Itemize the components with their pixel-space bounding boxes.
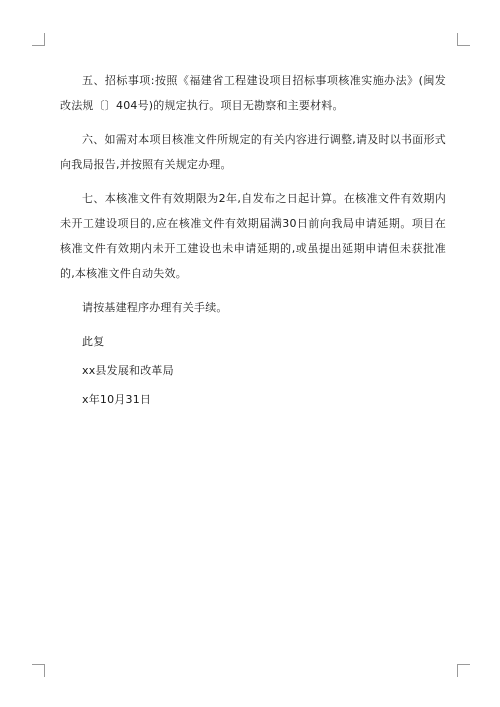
crop-mark-bottom-left bbox=[32, 664, 45, 677]
paragraph-adjustments: 六、如需对本项目核准文件所规定的有关内容进行调整,请及时以书面形式向我局报告,并按照有关规定办理。 bbox=[60, 133, 446, 171]
closing-text: 此复 bbox=[82, 335, 105, 348]
paragraph-bidding-matters: 五、招标事项:按照《福建省工程建设项目招标事项核准实施办法》(闽发改法规〔〕404号)的规定执行。项目无勘察和主要材料。 bbox=[60, 74, 446, 112]
issue-date: x年10月31日 bbox=[82, 393, 152, 406]
crop-mark-top-right bbox=[457, 33, 470, 46]
paragraph-validity-period: 七、本核准文件有效期限为2年,自发布之日起计算。在核准文件有效期内未开工建设项目的,应在核准文件有效期届满30日前向我局申请延期。项目在核准文件有效期内未开工建设也未申请延期的,或虽提出延期申请但未获批准的,本核准文件自动失效。 bbox=[60, 192, 446, 280]
crop-mark-bottom-right bbox=[457, 664, 470, 677]
paragraph-procedure: 请按基建程序办理有关手续。 bbox=[82, 301, 228, 314]
issuer-name: xx县发展和改革局 bbox=[82, 364, 174, 377]
document-body bbox=[60, 68, 446, 412]
crop-mark-top-left bbox=[32, 33, 45, 46]
